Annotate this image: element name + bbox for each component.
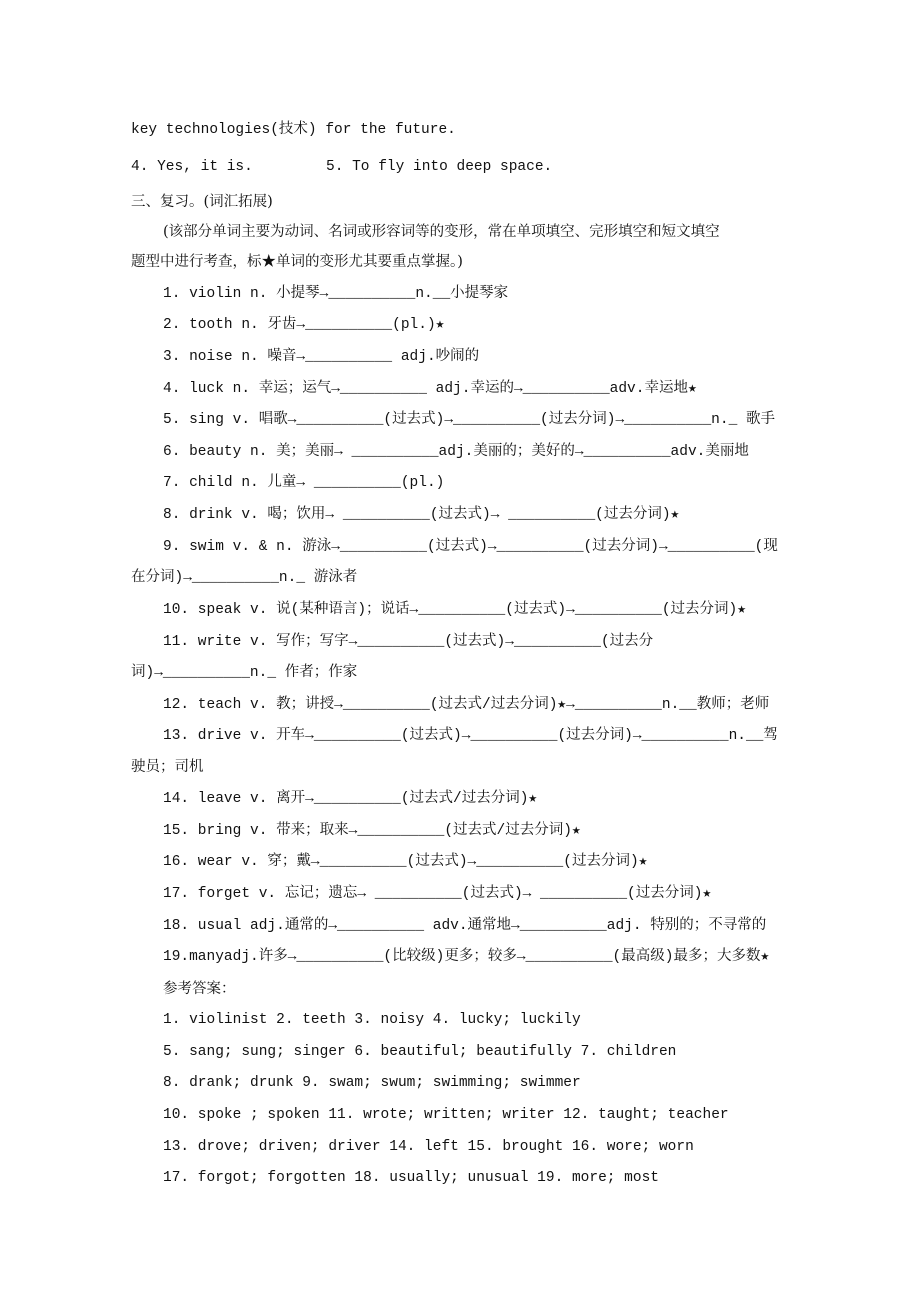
- vocab-item: 4. luck n. 幸运；运气→__________ adj.幸运的→__________adv.幸运地★: [163, 381, 697, 397]
- vocab-item: 3. noise n. 噪音→__________ adj.吵闹的: [163, 349, 480, 365]
- vocab-item: 17. forget v. 忘记；遗忘→ __________(过去式)→ __________(过去分词)★: [163, 886, 712, 902]
- vocab-item-continued: 词)→__________n._ 作者；作家: [131, 665, 358, 681]
- answer-line: 17. forgot; forgotten 18. usually; unusual 19. more; most: [163, 1170, 659, 1186]
- vocab-item-continued: 驶员；司机: [131, 760, 204, 776]
- answer-line: 5. sang; sung; singer 6. beautiful; beautifully 7. children: [163, 1044, 677, 1060]
- vocab-item: 19.manyadj.许多→__________(比较级)更多；较多→__________(最高级)最多；大多数★: [163, 949, 770, 965]
- vocab-item-continued: 在分词)→__________n._ 游泳者: [131, 570, 358, 586]
- vocab-item: 5. sing v. 唱歌→__________(过去式)→__________(过去分词)→__________n._ 歌手: [163, 412, 775, 428]
- vocab-item: 1. violin n. 小提琴→__________n.__小提琴家: [163, 286, 509, 302]
- vocab-item: 14. leave v. 离开→__________(过去式/过去分词)★: [163, 791, 538, 807]
- intro-line: key technologies(技术) for the future.: [131, 122, 456, 138]
- vocab-item: 2. tooth n. 牙齿→__________(pl.)★: [163, 317, 445, 333]
- answer-line: 8. drank; drunk 9. swam; swum; swimming; swimmer: [163, 1075, 581, 1091]
- vocab-item: 16. wear v. 穿；戴→__________(过去式)→__________(过去分词)★: [163, 854, 648, 870]
- vocab-item: 8. drink v. 喝；饮用→ __________(过去式)→ __________(过去分词)★: [163, 507, 680, 523]
- answer-line: 13. drove; driven; driver 14. left 15. brought 16. wore; worn: [163, 1139, 694, 1155]
- vocab-item: 18. usual adj.通常的→__________ adv.通常地→__________adj. 特别的；不寻常的: [163, 918, 767, 934]
- answer-5: 5. To fly into deep space.: [326, 159, 553, 175]
- vocab-item: 10. speak v. 说(某种语言)；说话→__________(过去式)→__________(过去分词)★: [163, 602, 746, 618]
- vocab-item: 13. drive v. 开车→__________(过去式)→__________(过去分词)→__________n.__驾: [163, 728, 778, 744]
- answer-4: 4. Yes, it is.: [131, 159, 253, 175]
- section-note-line-2: 题型中进行考查，标★单词的变形尤其要重点掌握。): [131, 254, 463, 270]
- vocab-item: 12. teach v. 教；讲授→__________(过去式/过去分词)★→__________n.__教师；老师: [163, 697, 770, 713]
- vocab-item: 6. beauty n. 美；美丽→ __________adj.美丽的；美好的→__________adv.美丽地: [163, 444, 749, 460]
- vocab-item: 7. child n. 儿童→ __________(pl.): [163, 475, 445, 491]
- answer-line: 10. spoke ; spoken 11. wrote; written; writer 12. taught; teacher: [163, 1107, 729, 1123]
- answer-line: 1. violinist 2. teeth 3. noisy 4. lucky; luckily: [163, 1012, 581, 1028]
- section-heading: 三、复习。(词汇拓展): [131, 194, 273, 210]
- answers-heading: 参考答案：: [163, 981, 236, 997]
- section-note-line-1: (该部分单词主要为动词、名词或形容词等的变形，常在单项填空、完形填空和短文填空: [163, 224, 720, 240]
- vocab-item: 11. write v. 写作；写字→__________(过去式)→__________(过去分: [163, 634, 654, 650]
- vocab-item: 9. swim v. & n. 游泳→__________(过去式)→__________(过去分词)→__________(现: [163, 539, 778, 555]
- vocab-item: 15. bring v. 带来；取来→__________(过去式/过去分词)★: [163, 823, 581, 839]
